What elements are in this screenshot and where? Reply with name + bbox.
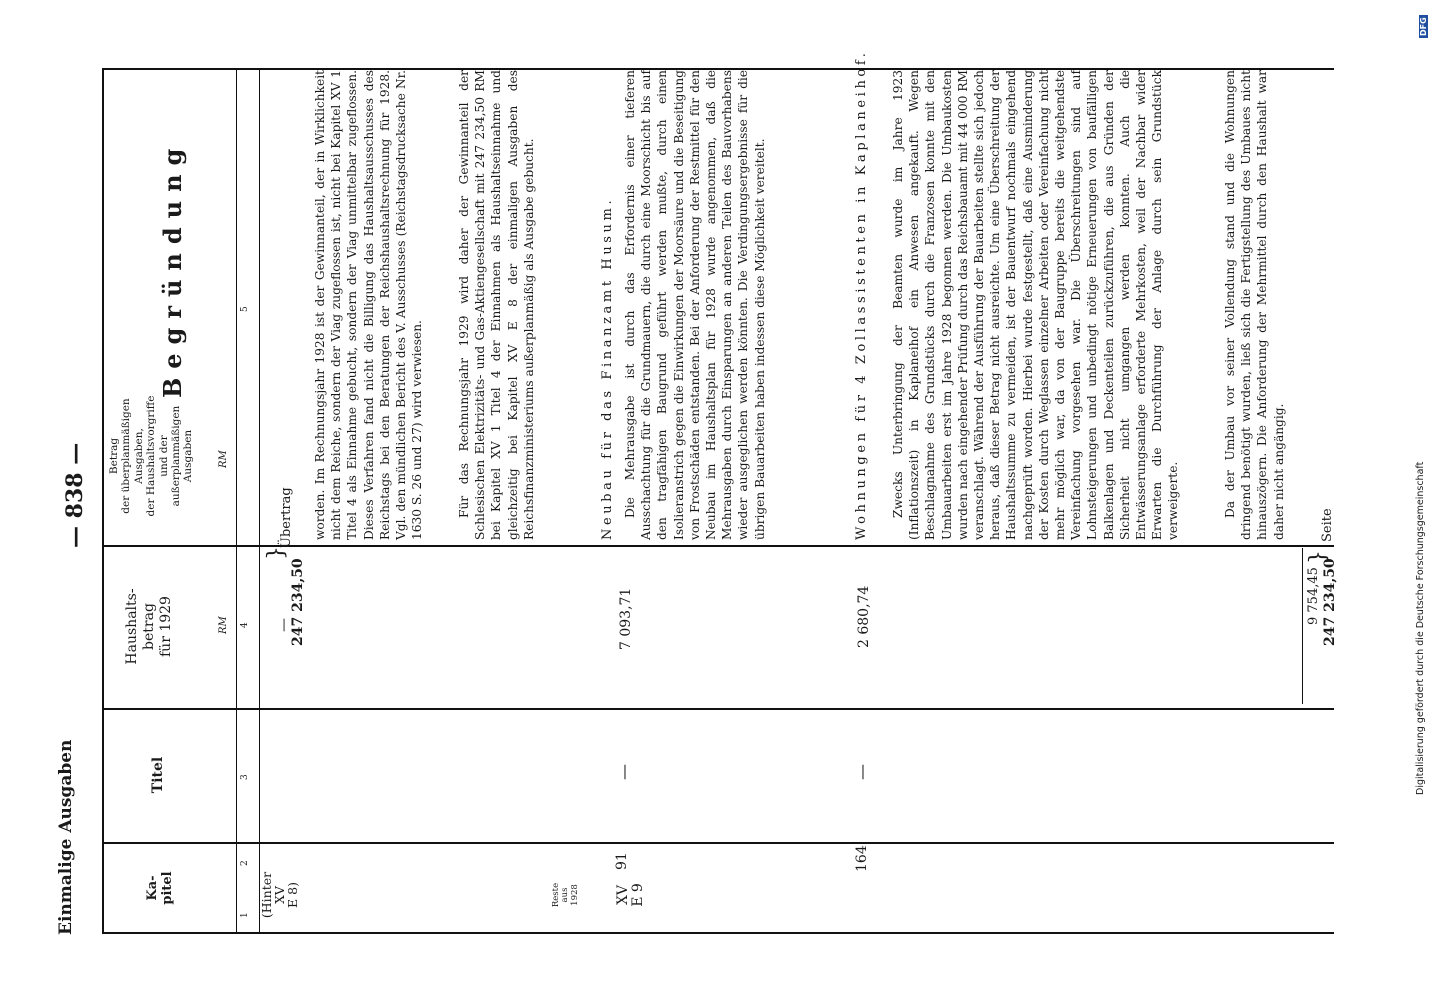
v-r2-dash: — [614, 764, 633, 780]
dfg-logo: DFG [1419, 17, 1428, 36]
v-footer-brace: } [1306, 550, 1331, 564]
v-num-5: 5 [240, 306, 250, 312]
v-r2-titel: 91 [614, 852, 630, 870]
v-head-haushalt-unit: RM [218, 616, 229, 634]
v-num-4: 4 [240, 622, 250, 628]
v-footer-label: Seite [1320, 508, 1335, 542]
v-section-title: Einmalige Ausgaben [56, 739, 76, 935]
v-head-ueber-unit: RM [218, 450, 229, 468]
v-r1-amount: 247 234,50 [290, 558, 306, 646]
v-r1-text-a: worden. Im Rechnungsjahr 1928 ist der Gewinnanteil, der in Wirklichkeit nicht dem Reiche, sondern der Viag zugeflossen ist, nicht bei Kapitel XV 1 Titel 4 als Einnahme gebucht, sondern der Viag unmittelbar zugeflossen. Dieses Verfahren fand nicht die Billigung das Haushaltsausschusses des Reichstags bei den Beratungen der Reichshaushaltsrechnung für 1928. Vgl. den mündlichen Bericht des V. Ausschusses (Reichstagsdrucksache Nr. 1630 S. 26 und 27) wird verwiesen. [313, 70, 425, 540]
v-head-kapitel: Ka- pitel [145, 871, 175, 905]
v-carry-amount: 247 234,50 [1322, 558, 1338, 646]
v-sum-amount: 9 754,45 [1306, 567, 1321, 625]
v-sum-rule [1302, 548, 1303, 704]
v-sep-kapitel [102, 842, 1334, 844]
v-r3-text-b: Da der Umbau vor seiner Vollendung stand und die Wohnungen dringend benötigt wurden, ließ sich die Fertigstellung des Umbaues nicht hinauszögern. Die Anforderung der Mehrmittel durch den Haushalt war daher nicht angängig. [1223, 70, 1286, 540]
v-r1-brace: } [264, 546, 289, 560]
v-num-1: 1 [240, 912, 250, 918]
v-r3-dash: — [852, 764, 871, 780]
v-head-ueber: Betrag der überplanmäßigen Ausgaben, der Haushaltsvorgriffe und der außerplanmäßigen Ausgaben [108, 395, 195, 517]
v-r1-kapitel: (Hinter XV E 8) [259, 871, 301, 919]
v-r2-reste: Reste aus 1928 [551, 882, 580, 908]
v-r1-text-b: Für das Rechnungsjahr 1929 wird daher der Gewinnanteil der Schlesischen Elektrizitäts- und Gas-Aktiengesellschaft mit 247 234,50 RM bei Kapitel XV 1 Titel 4 der Einnahmen als Haushaltseinnahme und gleichzeitig bei Kapitel XV E 8 der einmaligen Ausgaben des Reichsfinanzministeriums außerplanmäßig als Ausgabe gebucht. [457, 70, 536, 540]
v-r3-amount: 2 680,74 [856, 585, 872, 648]
v-rule-head [236, 68, 237, 932]
v-r2-text: Die Mehrausgabe ist durch das Erfordernis einer tieferen Ausschachtung für die Grundmauern, die durch eine Moorschicht bis auf den tragfähigen Baugrund geführt werden mußte, durch einen Isolieranstrich gegen die Einwirkungen der Moorsäure und die Beseitigung von Frostschäden entstanden. Bei der Anforderung der Restmittel für den Neubau im Haushaltsplan für 1928 wurde angenommen, daß die Mehrausgaben durch Einsparungen an anderen Teilen des Bauvorhabens wieder ausgeglichen werden könnten. Die Verdingungsergebnisse für die übrigen Bauarbeiten haben indessen diese Möglichkeit vereitelt. [623, 70, 767, 540]
v-r3-text-a: Zwecks Unterbringung der Beamten wurde im Jahre 1923 (Inflationszeit) in Kaplaneihof ein Anwesen angekauft. Wegen Beschlagnahme des Grundstücks durch die Franzosen konnte mit den Umbauarbeiten erst im Jahre 1928 begonnen werden. Die Umbaukosten wurden nach eingehender Prüfung durch das Reichsbauamt mit 44 000 RM veranschlagt. Während der Ausführung der Bauarbeiten stellte sich jedoch heraus, daß dieser Betrag nicht ausreichte. Um eine Überschreitung der Haushaltssumme zu vermeiden, ist der Bauentwurf nochmals eingehend nachgeprüft worden. Hierbei wurde festgestellt, daß eine Ausminderung der Kosten durch Weglassen einzelner Arbeiten oder Vereinfachung nicht mehr möglich war, da von der Baugruppe bereits die weitgehendste Vereinfachung vorgesehen war. Die Überschreitungen sind auf Lohnsteigerungen und unbedingt nötige Erneuerungen von baufälligen Balkenlagen und Deckenteilen zurückzuführen, die aus Gründen der Sicherheit nicht umgangen werden konnten. Auch die Entwässerungsanlage erforderte Mehrkosten, weil der Nachbar wider Erwarten die Durchführung der Anlage durch sein Grundstück verweigerte. [891, 70, 1181, 540]
v-head-haushalt: Haushalts- betrag für 1929 [124, 588, 174, 665]
v-sep-titel [102, 708, 1334, 710]
v-r1-uebertrag: Übertrag [279, 487, 294, 548]
v-num-2: 2 [240, 860, 250, 866]
funding-note: Digitalisierung gefördert durch die Deutsche Forschungsgemeinschaft [1415, 461, 1426, 795]
v-r2-heading: Neubau für das Finanzamt Husum. [600, 196, 615, 540]
v-r1-dash: — [276, 618, 292, 632]
v-rule-top [102, 68, 104, 932]
v-r2-kapitel: XV E 9 [615, 883, 647, 907]
v-r2-amount: 7 093,71 [618, 587, 634, 650]
v-num-3: 3 [240, 774, 250, 780]
v-rule-nums [259, 68, 260, 932]
v-head-begruendung: Begründung [158, 139, 187, 398]
v-r3-heading: Wohnungen für 4 Zollassistenten in Kaplaneihof. [854, 49, 869, 540]
v-page-number: — 838 — [62, 442, 88, 548]
v-r3-titel: 164 [854, 845, 870, 872]
v-sep-bottom [102, 932, 1334, 934]
v-head-titel: Titel [150, 756, 166, 794]
